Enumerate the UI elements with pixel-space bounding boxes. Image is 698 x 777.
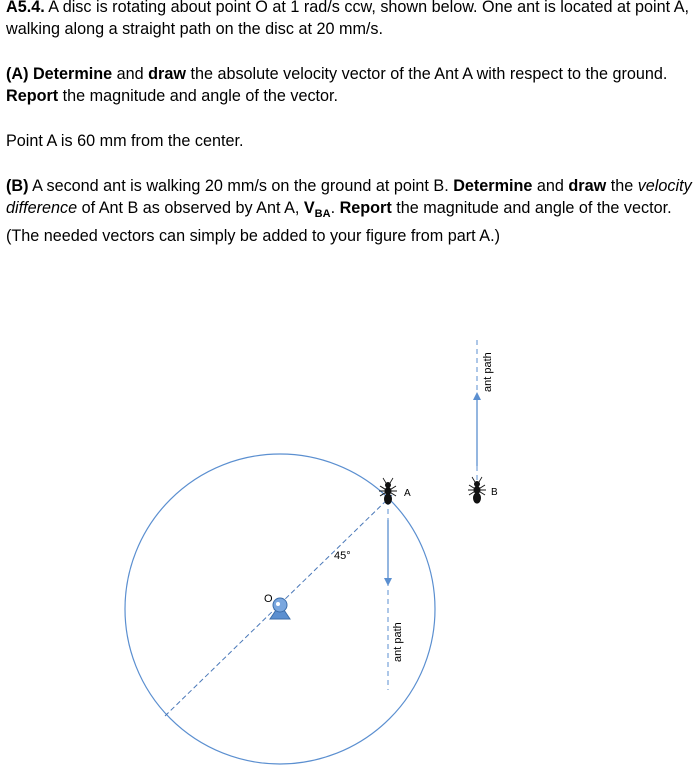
angle-label: 45° <box>334 550 351 562</box>
ant-b-path-label: ant path <box>482 352 494 392</box>
problem-number: A5.4. <box>6 0 45 16</box>
pivot-icon <box>270 598 290 619</box>
ant-a-icon <box>379 478 397 504</box>
part-b: (B) A second ant is walking 20 mm/s on the ground at point B. Determine and draw the velocity difference of Ant B as observed by Ant A, $V_{BA}$. Report the magnitude and angle of the vector. (The needed vectors can simply be added to your figure from part A.) <box>6 177 692 246</box>
point-b-label: B <box>491 487 498 498</box>
part-a: (A) Determine and draw the absolute velocity vector of the Ant A with respect to the ground. Report the magnitude and angle of the vector. <box>6 65 668 105</box>
ant-a-path-label: ant path <box>392 622 404 662</box>
problem-intro: A5.4. A disc is rotating about point O at 1 rad/s ccw, shown below. One ant is located at point A, walking along a straight path on the disc at 20 mm/s. <box>6 0 689 38</box>
given-info: Point A is 60 mm from the center. <box>6 132 244 150</box>
center-label: O <box>264 593 273 605</box>
ant-b-icon <box>468 477 486 503</box>
point-a-label: A <box>404 488 411 499</box>
